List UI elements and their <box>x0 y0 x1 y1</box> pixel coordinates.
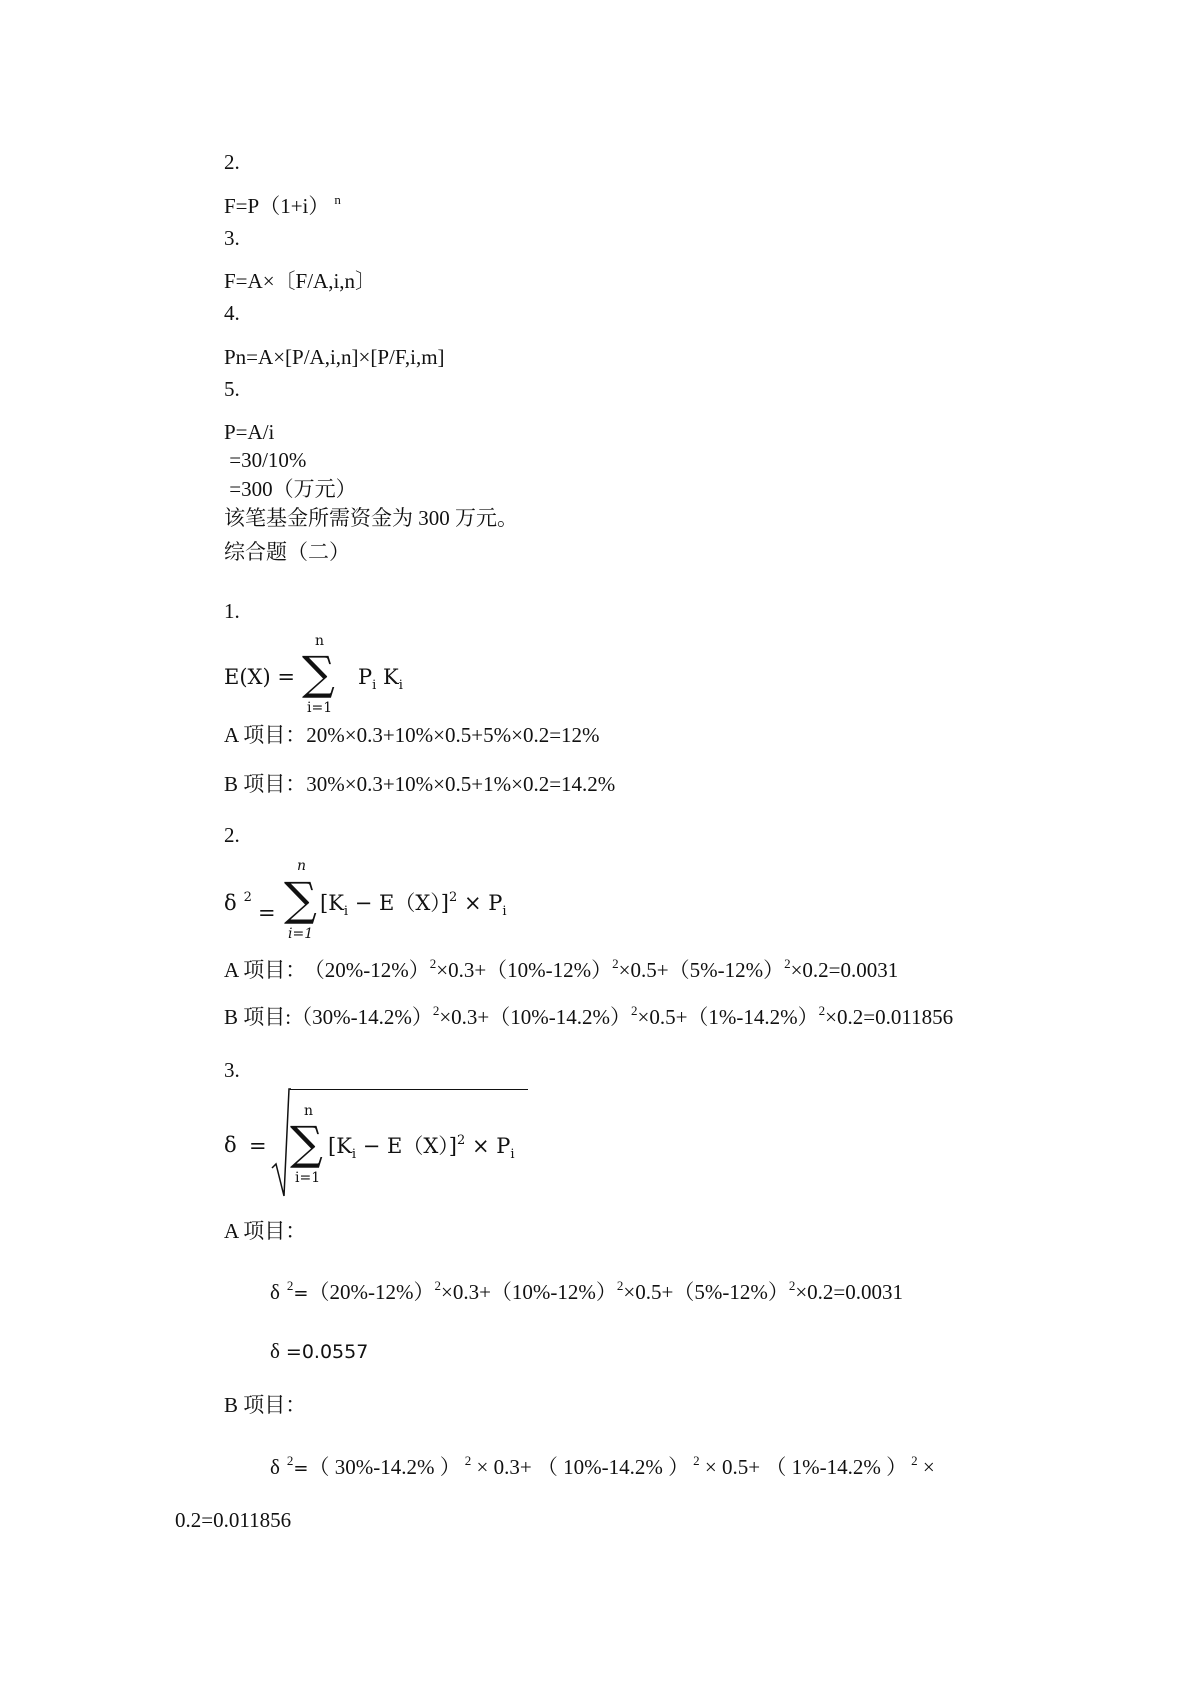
sigma-symbol: ∑ <box>290 1116 323 1170</box>
section-title: 综合题（二） <box>224 540 350 564</box>
radical-bar <box>290 1089 528 1090</box>
formula-term <box>358 664 403 694</box>
project-b-expected: B 项目：30%×0.3+10%×0.5+1%×0.2=14.2% <box>224 772 616 796</box>
term: （20%-12%） <box>308 1280 435 1304</box>
label: A 项目： <box>224 958 307 982</box>
value: =0.0557 <box>285 1341 369 1363</box>
equals-sign: = <box>293 1283 309 1304</box>
sigma-upper-limit: n <box>315 633 325 649</box>
conclusion: 该笔基金所需资金为 300 万元。 <box>224 506 518 530</box>
item-number: 2. <box>224 823 240 847</box>
superscript: 2 <box>429 956 437 971</box>
term: ×0.5+（5%-12%） <box>623 1280 789 1304</box>
delta-symbol: δ <box>270 1455 280 1479</box>
superscript: 2 <box>631 1003 638 1018</box>
term: ×0.5+（1%-14.2%） <box>637 1005 819 1029</box>
subscript: i <box>372 678 377 693</box>
term: ×0.3+（10%-14.2%） <box>439 1005 631 1029</box>
sigma-symbol: ∑ <box>284 872 317 926</box>
superscript: 2 <box>784 956 791 971</box>
term: （20%-12%） <box>314 958 430 982</box>
project-b-variance-calc <box>270 1454 935 1483</box>
superscript: 2 <box>434 1278 441 1293</box>
project-b-label: B 项目： <box>224 1393 307 1417</box>
superscript: 2 <box>286 1453 294 1468</box>
project-a-label: A 项目： <box>224 1219 307 1243</box>
equals-sign: = <box>249 1134 267 1158</box>
equals-sign: = <box>293 1458 309 1479</box>
sigma-lower-limit: i=1 <box>295 1170 321 1186</box>
term: （30%-14.2%） <box>291 1005 433 1029</box>
term: ×0.5+（5%-12%） <box>618 958 785 982</box>
body-end: × P <box>465 1134 511 1158</box>
term-p: P <box>358 665 373 689</box>
formula-lhs: E(X) = <box>224 665 295 689</box>
formula-body <box>320 890 507 920</box>
term: （ 30%-14.2% ） <box>308 1455 461 1479</box>
term: ×0.2=0.0031 <box>795 1280 904 1304</box>
superscript: 2 <box>456 1133 466 1148</box>
item-number: 3. <box>224 1058 240 1082</box>
sigma-lower-limit: i=1 <box>288 926 314 942</box>
superscript: 2 <box>616 1278 624 1293</box>
body-mid: − E（X）] <box>348 891 449 915</box>
superscript: 2 <box>432 1003 440 1018</box>
project-b-variance <box>224 1004 953 1033</box>
body-start: [K <box>328 1134 352 1158</box>
formula-deferred-annuity: Pn=A×[P/A,i,n]×[P/F,i,m] <box>224 345 445 369</box>
term: ×0.3+（10%-12%） <box>440 1280 617 1304</box>
term: × <box>917 1455 935 1479</box>
term-k: K <box>383 665 399 689</box>
calc-step: =300（万元） <box>224 477 357 501</box>
formula-compound-future-value <box>224 193 341 222</box>
delta-symbol: δ <box>224 891 237 915</box>
radical-sign-icon <box>271 1088 291 1200</box>
delta-symbol: δ <box>270 1280 280 1304</box>
superscript: 2 <box>286 1278 294 1293</box>
item-number: 4. <box>224 301 240 325</box>
calc-step: =30/10% <box>224 448 307 472</box>
subscript: i <box>398 678 403 693</box>
term: × 0.3+ （ 10%-14.2% ） <box>471 1455 690 1479</box>
body-mid: − E（X）] <box>356 1134 457 1158</box>
formula-annuity-future-value: F=A×〔F/A,i,n〕 <box>224 269 377 293</box>
item-number: 3. <box>224 226 240 250</box>
superscript: 2 <box>612 956 619 971</box>
term: ×0.3+（10%-12%） <box>436 958 613 982</box>
body-end: × P <box>457 891 503 915</box>
subscript: i <box>502 904 507 919</box>
term: ×0.2=0.0031 <box>790 958 899 982</box>
sigma-upper-limit: n <box>297 858 307 874</box>
formula-lhs <box>224 890 252 920</box>
formula-body <box>328 1133 515 1163</box>
subscript: i <box>351 1147 357 1162</box>
sigma-upper-limit: n <box>304 1103 314 1119</box>
superscript: 2 <box>818 1003 826 1018</box>
superscript: 2 <box>243 890 252 905</box>
sigma-symbol: ∑ <box>302 646 335 700</box>
formula-text: F=P（1+i） <box>224 194 330 218</box>
superscript: 2 <box>911 1453 918 1468</box>
formula-lhs: δ <box>224 1133 237 1157</box>
exponent: n <box>334 192 341 207</box>
item-number: 2. <box>224 150 240 174</box>
project-a-std-dev <box>270 1338 368 1365</box>
subscript: i <box>510 1147 515 1162</box>
equals-sign: = <box>258 901 276 925</box>
item-number: 5. <box>224 377 240 401</box>
project-a-variance <box>224 957 898 986</box>
project-b-variance-result: 0.2=0.011856 <box>175 1508 292 1532</box>
subscript: i <box>343 904 349 919</box>
item-number: 1. <box>224 599 240 623</box>
project-a-expected: A 项目：20%×0.3+10%×0.5+5%×0.2=12% <box>224 723 600 747</box>
superscript: 2 <box>448 890 458 905</box>
project-a-variance-calc <box>270 1279 903 1308</box>
formula-perpetuity: P=A/i <box>224 420 275 444</box>
label: B 项目: <box>224 1005 292 1029</box>
superscript: 2 <box>788 1278 796 1293</box>
body-start: [K <box>320 891 344 915</box>
superscript: 2 <box>693 1453 700 1468</box>
sigma-lower-limit: i=1 <box>307 700 333 716</box>
term: ×0.2=0.011856 <box>825 1005 954 1029</box>
term: × 0.5+ （ 1%-14.2% ） <box>699 1455 908 1479</box>
superscript: 2 <box>464 1453 472 1468</box>
delta-symbol: δ <box>270 1339 280 1363</box>
